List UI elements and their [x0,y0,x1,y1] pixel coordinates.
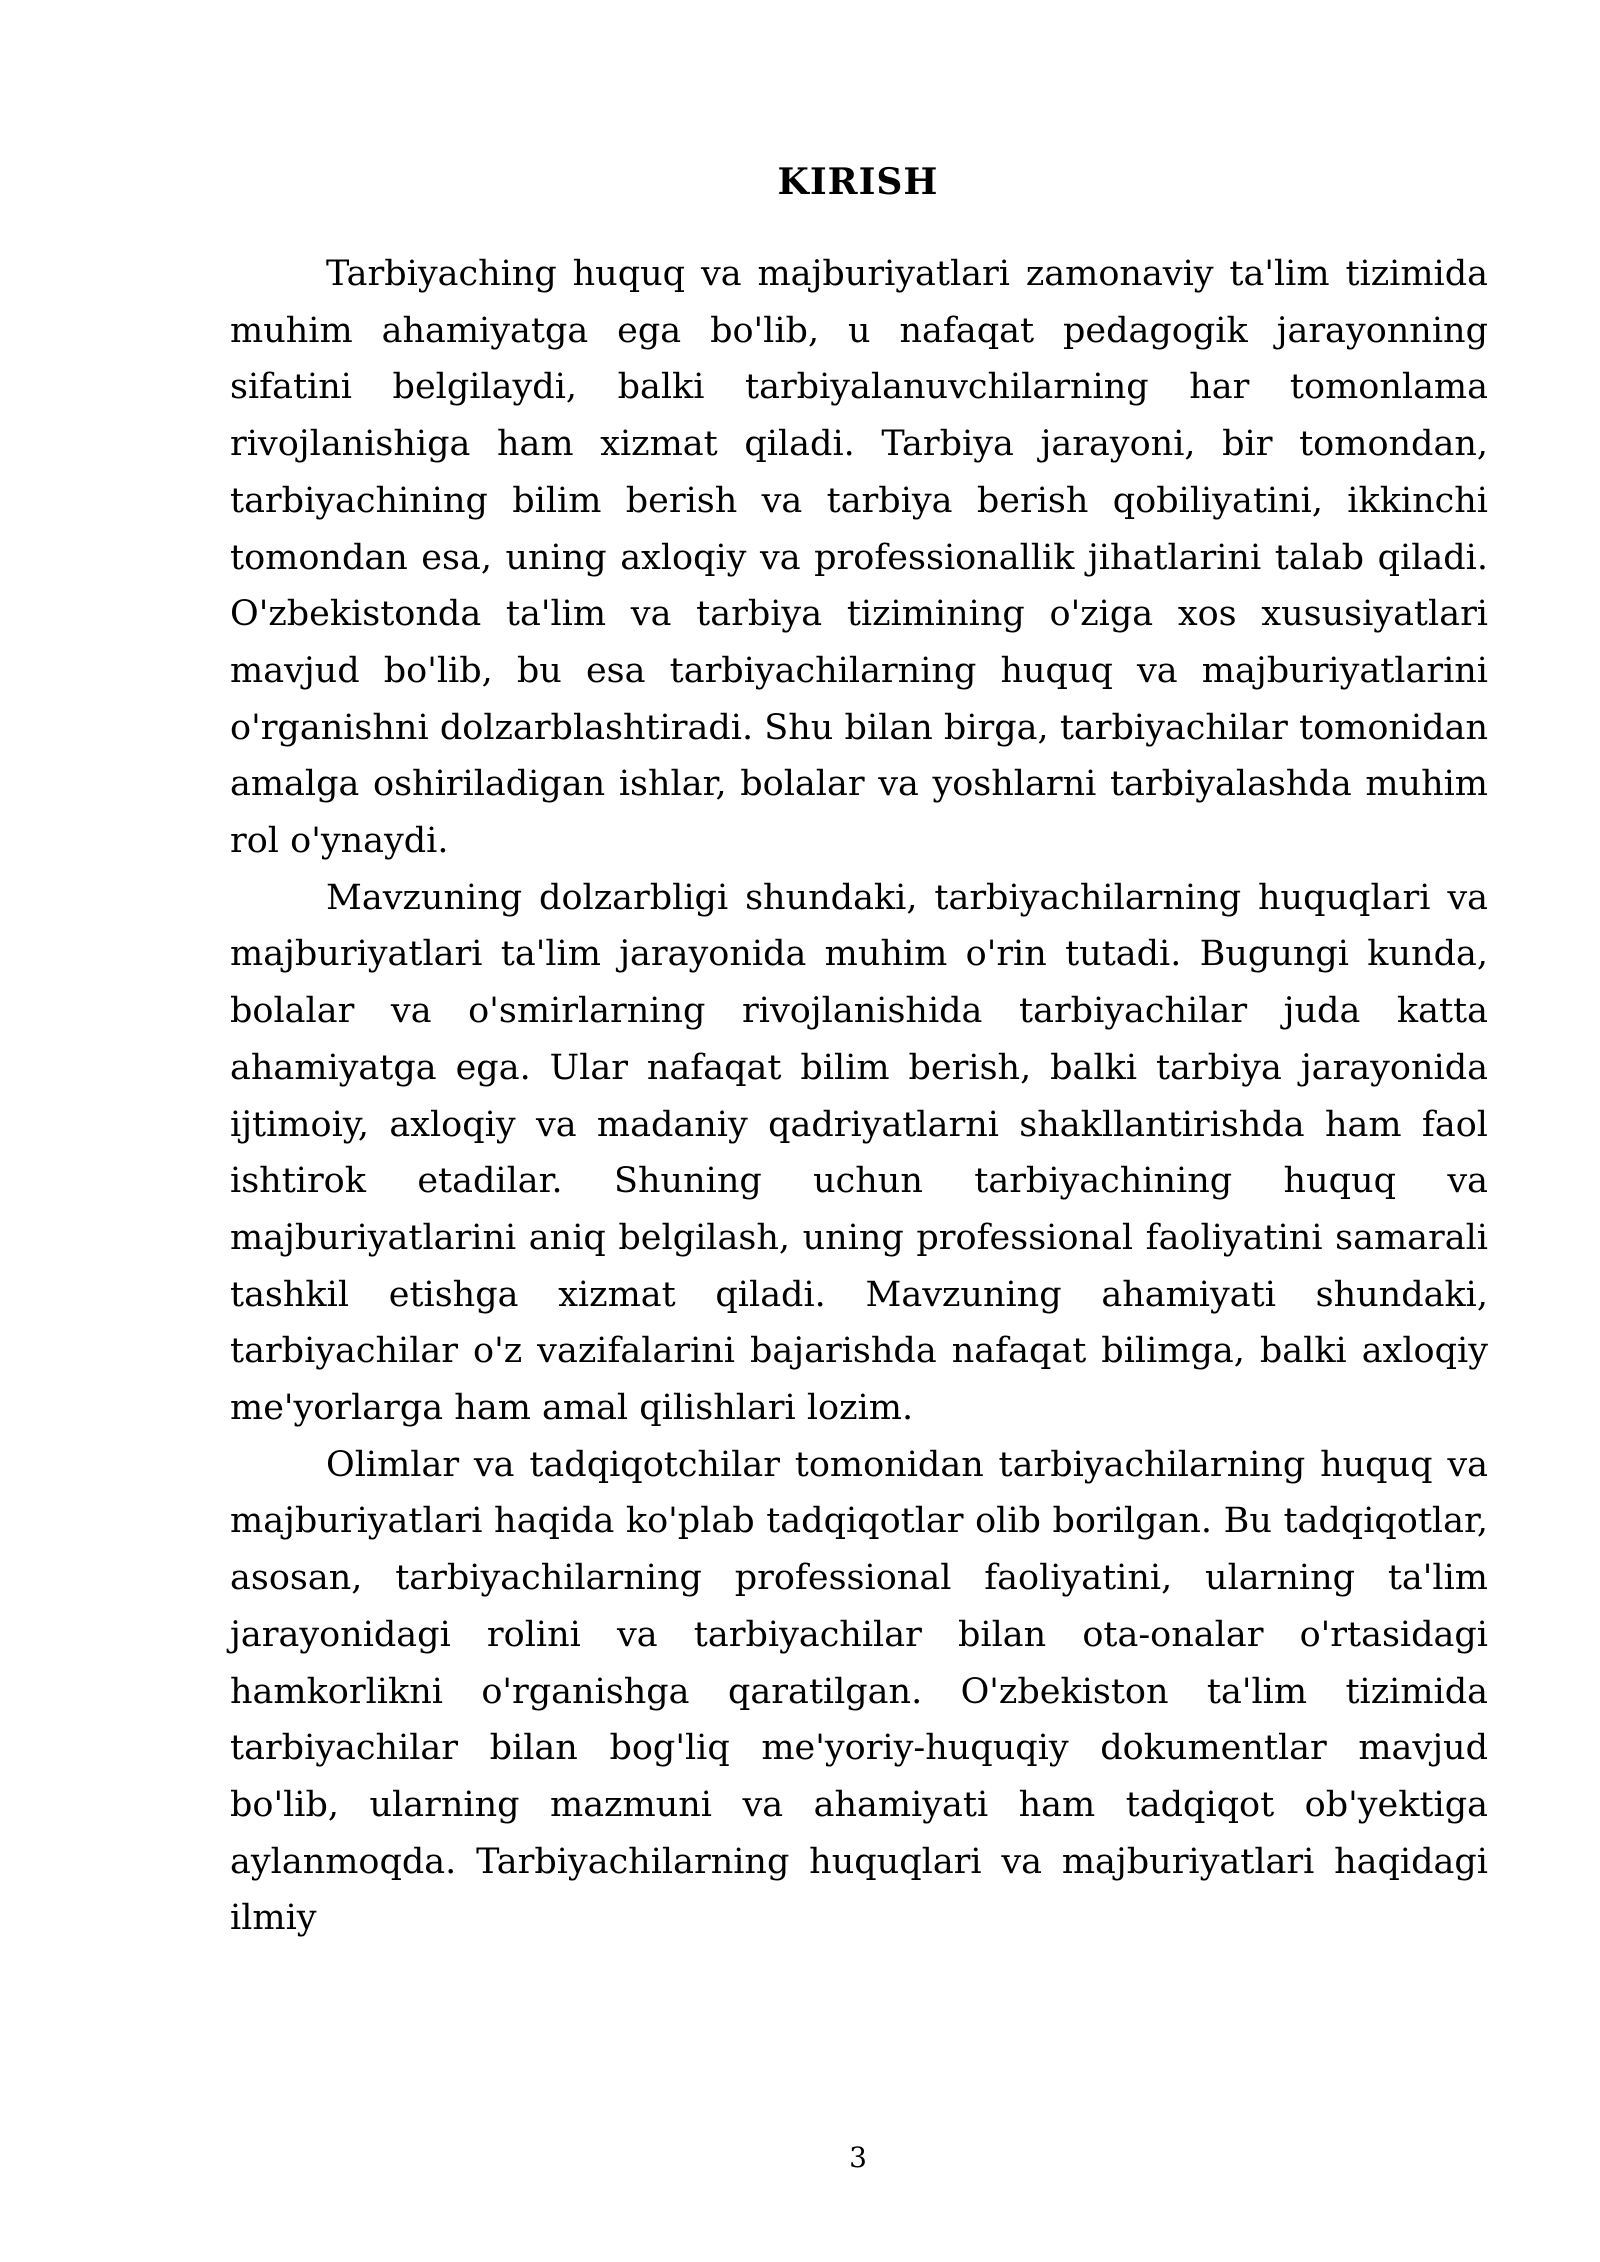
paragraph-1: Tarbiyaching huquq va majburiyatlari zamonaviy ta'lim tizimida muhim ahamiyatga ega bo'lib, u nafaqat pedagogik jarayonning sifatini belgilaydi, balki tarbiyalanuvchilarning har tomonlama rivojlanishiga ham xizmat qiladi. Tarbiya jarayoni, bir tomondan, tarbiyachining bilim berish va tarbiya berish qobiliyatini, ikkinchi tomondan esa, uning axloqiy va professionallik jihatlarini talab qiladi. O'zbekistonda ta'lim va tarbiya tizimining o'ziga xos xususiyatlari mavjud bo'lib, bu esa tarbiyachilarning huquq va majburiyatlarini o'rganishni dolzarblashtiradi. Shu bilan birga, tarbiyachilar tomonidan amalga oshiriladigan ishlar, bolalar va yoshlarni tarbiyalashda muhim rol o'ynaydi. [230,254,1488,862]
paragraph-3: Olimlar va tadqiqotchilar tomonidan tarbiyachilarning huquq va majburiyatlari haqida ko'plab tadqiqotlar olib borilgan. Bu tadqiqotlar, asosan, tarbiyachilarning professional faoliyatini, ularning ta'lim jarayonidagi rolini va tarbiyachilar bilan ota-onalar o'rtasidagi hamkorlikni o'rganishga qaratilgan. O'zbekiston ta'lim tizimida tarbiyachilar bilan bog'liq me'yoriy-huquqiy dokumentlar mavjud bo'lib, ularning mazmuni va ahamiyati ham tadqiqot ob'yektiga aylanmoqda. Tarbiyachilarning huquqlari va majburiyatlari haqidagi ilmiy [230,1444,1488,1939]
page-number: 3 [849,2141,867,2174]
paragraph-2: Mavzuning dolzarbligi shundaki, tarbiyachilarning huquqlari va majburiyatlari ta'lim jarayonida muhim o'rin tutadi. Bugungi kunda, bolalar va o'smirlarning rivojlanishida tarbiyachilar juda katta ahamiyatga ega. Ular nafaqat bilim berish, balki tarbiya jarayonida ijtimoiy, axloqiy va madaniy qadriyatlarni shakllantirishda ham faol ishtirok etadilar. Shuning uchun tarbiyachining huquq va majburiyatlarini aniq belgilash, uning professional faoliyatini samarali tashkil etishga xizmat qiladi. Mavzuning ahamiyati shundaki, tarbiyachilar o'z vazifalarini bajarishda nafaqat bilimga, balki axloqiy me'yorlarga ham amal qilishlari lozim. [230,877,1488,1429]
section-heading: KIRISH [777,161,939,203]
body-text [230,246,1488,1947]
